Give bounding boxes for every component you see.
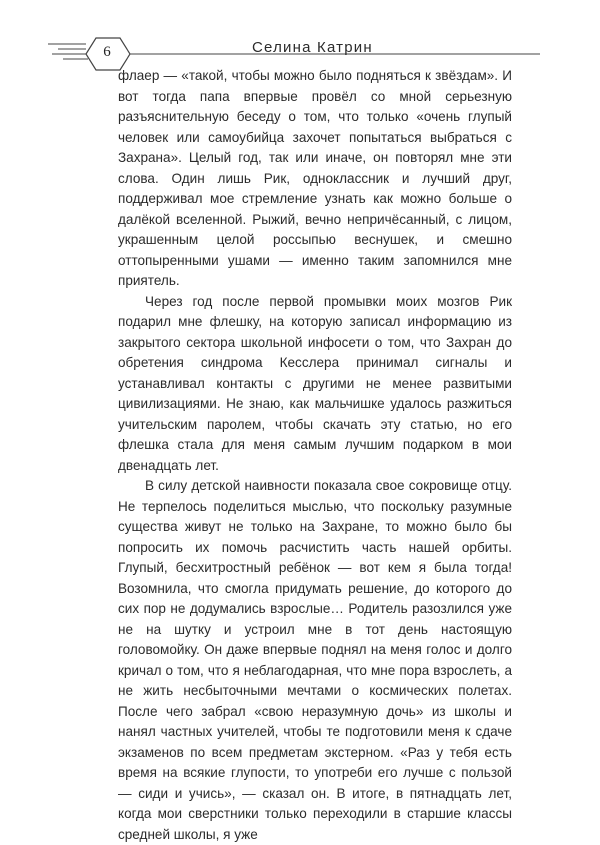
paragraph: Через год после первой промывки моих мозгов Рик подарил мне флешку, на которую записал информацию из закрытого сектора школьной инфосети о том, что Захран до обретения синдрома Кесслера принимал сигналы и устанавливал контакты с другими не менее развитыми цивилизациями. Не знаю, как мальчишке удалось разжиться учительским паролем, чтобы скачать эту статью, но его флешка стала для меня самым лучшим подарком в мои двенадцать лет. xyxy=(118,293,512,473)
body-text xyxy=(118,66,512,845)
running-title: Селина Катрин xyxy=(252,39,373,56)
paragraph: В силу детской наивности показала свое сокровище отцу. Не терпелось поделиться мыслью, что поскольку разумные существа живут не только на Захране, то можно было бы попросить их помочь расчистить часть нашей орбиты. Глупый, бесхитростный ребёнок — вот кем я была тогда! Возомнила, что смогла придумать решение, до которого до сих пор не додумались взрослые… Родитель разозлился уже не на шутку и устроил мне в тот день настоящую головомойку. Он даже впервые поднял на меня голос и долго кричал о том, что я неблагодарная, что мне пора взрослеть, а не жить несбыточными мечтами о космических полетах. После чего забрал «свою неразумную дочь» из школы и нанял частных учителей, чтобы те подготовили меня к сдаче экзаменов по всем предметам экстерном. «Раз у тебя есть время на всякие глупости, то употреби его лучше с пользой — сиди и учись», — сказал он. В итоге, в пятнадцать лет, когда мои сверстники только переходили в старшие классы средней школы, я уже xyxy=(118,478,512,842)
paragraph: флаер — «такой, чтобы можно было подняться к звёздам». И вот тогда папа впервые провёл со мной серьезную разъяснительную беседу о том, что только «очень глупый человек или самоубийца захочет попытаться выбраться с Захрана». Целый год, так или иначе, он повторял мне эти слова. Один лишь Рик, одноклассник и лучший друг, поддерживал мое стремление узнать как можно больше о далёкой вселенной. Рыжий, вечно непричёсанный, с лицом, украшенным целой россыпью веснушек, и смешно оттопыренными ушами — именно таким запомнился мне приятель. xyxy=(118,68,512,288)
page-number: 6 xyxy=(103,44,111,60)
